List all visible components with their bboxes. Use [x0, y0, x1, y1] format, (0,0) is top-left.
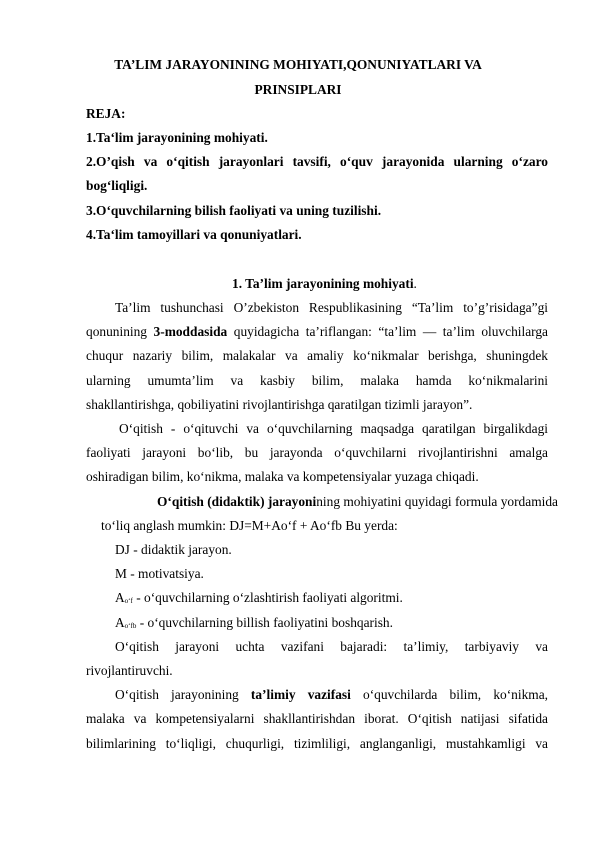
- definition-m: M - motivatsiya.: [115, 566, 204, 581]
- paragraph-4-line-2: rivojlantiruvchi.: [86, 663, 173, 678]
- section-1-heading: [232, 276, 417, 292]
- paragraph-3-line-1: [157, 494, 558, 510]
- paragraph-1-line-2: [86, 324, 548, 340]
- paragraph-3-line-2: to‘liq anglash mumkin: DJ=M+Ao‘f + Ao‘fb Bu yerda:: [101, 518, 398, 533]
- paragraph-2-line-1: O‘qitish - o‘qituvchi va o‘quvchilarning maqsadga qaratilgan birgalikdagi: [119, 421, 548, 436]
- plan-item-1: 1.Ta‘lim jarayonining mohiyati.: [86, 130, 268, 145]
- plan-heading: REJA:: [86, 106, 126, 121]
- paragraph-1-line-1: Ta’lim tushunchasi O’zbekiston Respublikasining “Ta’lim to’g’risidaga”gi: [115, 300, 548, 315]
- definition-aofb: [115, 615, 393, 634]
- paragraph-1-line-2-pre: qonunining: [86, 324, 154, 339]
- definition-dj: DJ - didaktik jarayon.: [115, 542, 232, 557]
- paragraph-5-line-2: malaka va kompetensiyalarni shakllantirishdan iborat. O‘qitish natijasi sifatida: [86, 711, 548, 726]
- paragraph-1-line-5: shakllantirishga, qobiliyatini rivojlantirishga qaratilgan tizimli jarayon”.: [86, 397, 473, 412]
- paragraph-5-line-1-post: o‘quvchilarda bilim, ko‘nikma,: [350, 687, 548, 702]
- paragraph-2-line-3: oshiradigan bilim, ko‘nikma, malaka va kompetensiyalar yuzaga chiqadi.: [86, 469, 479, 484]
- paragraph-2-line-2: faoliyati jarayoni bo‘lib, bu jarayonda o‘quvchilarni rivojlantirishni amalga: [86, 445, 548, 460]
- paragraph-5-line-3: bilimlarining to‘liqligi, chuqurligi, tizimliligi, anglanganligi, mustahkamligi va: [86, 736, 548, 751]
- plan-item-4: 4.Ta‘lim tamoyillari va qonuniyatlari.: [86, 227, 302, 242]
- paragraph-4-line-1: O‘qitish jarayoni uchta vazifani bajaradi: ta’limiy, tarbiyaviy va: [115, 639, 548, 654]
- definition-aof-text: - o‘quvchilarning o‘zlashtirish faoliyati algoritmi.: [132, 590, 403, 605]
- definition-aofb-subscript: o‘fb: [124, 622, 137, 630]
- section-1-heading-text: 1. Ta’lim jarayonining mohiyati: [232, 276, 414, 291]
- definition-aof-subscript: o‘f: [124, 597, 133, 605]
- document-title-line-1: TA’LIM JARAYONINING MOHIYATI,QONUNIYATLARI VA: [114, 57, 482, 72]
- paragraph-5-line-1-pre: O‘qitish jarayonining: [115, 687, 251, 702]
- definition-aofb-symbol: A: [115, 615, 125, 630]
- plan-item-3: 3.O‘quvchilarning bilish faoliyati va uning tuzilishi.: [86, 203, 382, 218]
- section-1-heading-dot: .: [413, 276, 417, 291]
- document-title-line-2: PRINSIPLARI: [254, 82, 342, 97]
- didactic-process-term: O‘qitish (didaktik) jarayoni: [157, 494, 317, 509]
- paragraph-1-line-2-post: quyidagicha ta’riflangan: “ta’lim — ta’lim oluvchilarga: [227, 324, 548, 339]
- plan-item-2-line-1: 2.O’qish va o‘qitish jarayonlari tavsifi, o‘quv jarayonida ularning o‘zaro: [86, 154, 548, 169]
- definition-aofb-text: - o‘quvchilarning billish faoliyatini boshqarish.: [136, 615, 393, 630]
- educational-function-term: ta’limiy vazifasi: [250, 687, 351, 702]
- definition-aof-symbol: A: [115, 590, 125, 605]
- paragraph-3-line-1-post: ning mohiyatini quyidagi formula yordamida: [316, 494, 558, 509]
- plan-item-2-line-2: bog‘liqligi.: [86, 178, 148, 193]
- law-article-reference: 3-moddasida: [153, 324, 228, 339]
- paragraph-1-line-3: chuqur nazariy bilim, malakalar va amaliy ko‘nikmalar berishga, shuningdek: [86, 348, 548, 363]
- paragraph-1-line-4: ularning umumta’lim va kasbiy bilim, malaka hamda ko‘nikmalarini: [86, 373, 548, 388]
- definition-aof: [115, 590, 403, 609]
- paragraph-5-line-1: [115, 687, 548, 703]
